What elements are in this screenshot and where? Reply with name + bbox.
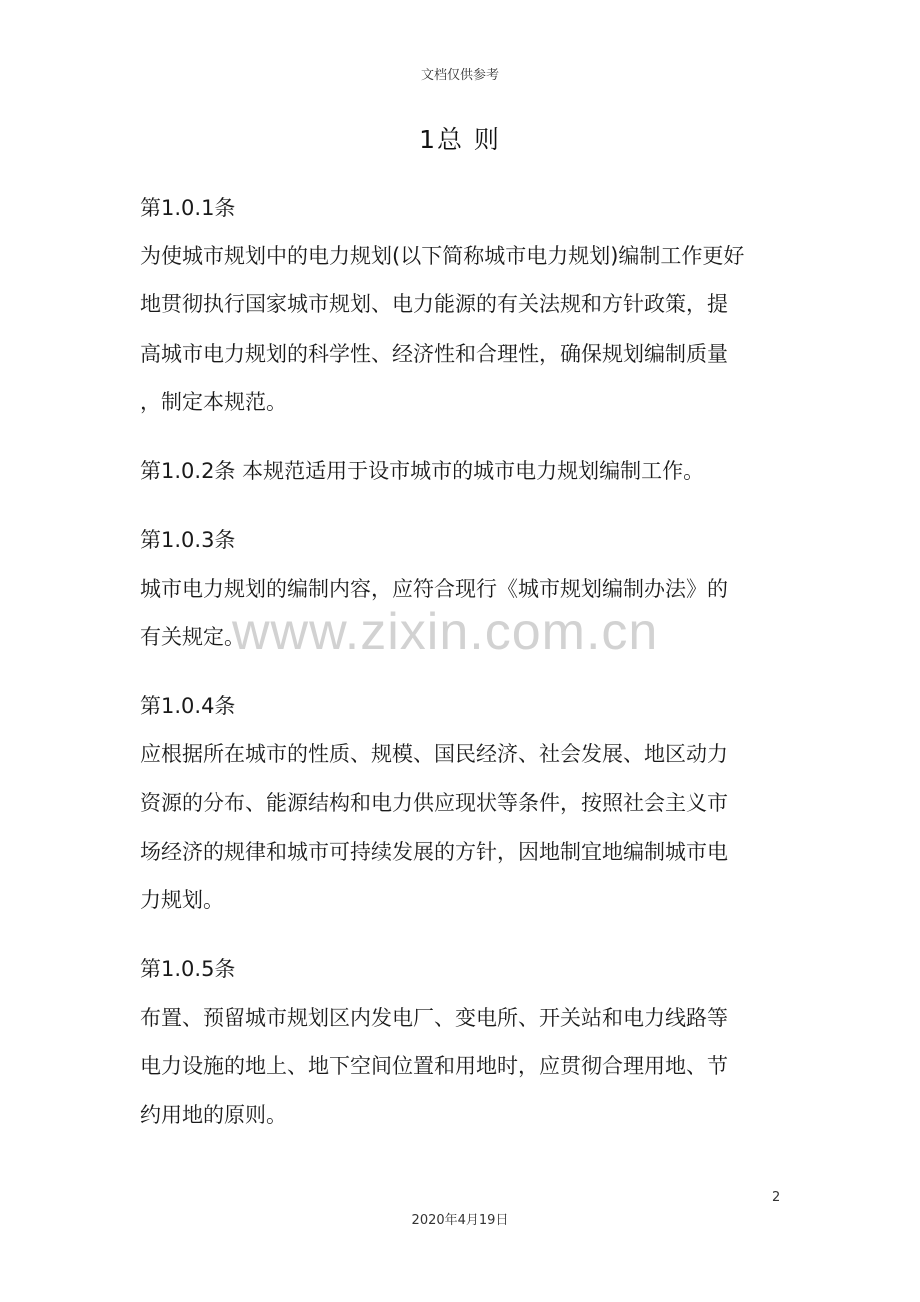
page-number: 2 [772,1190,781,1205]
article-text-line: 城市电力规划的编制内容，应符合现行《城市规划编制办法》的 [140,577,728,601]
footer-date: 2020年4月19日 [411,1213,509,1228]
article-heading-1-0-5: 第1.0.5条 [140,957,236,981]
article-text-line: 场经济的规律和城市可持续发展的方针，因地制宜地编制城市电 [140,840,728,864]
article-text-line: 约用地的原则。 [140,1103,287,1127]
article-text-line: 力规划。 [140,888,224,912]
article-heading-1-0-1: 第1.0.1条 [140,196,236,220]
article-text-line: 资源的分布、能源结构和电力供应现状等条件，按照社会主义市 [140,791,728,815]
page-title: 1总 则 [419,125,501,154]
article-text-line: 有关规定。 [140,625,245,649]
article-text-line: 应根据所在城市的性质、规模、国民经济、社会发展、地区动力 [140,742,728,766]
article-heading-1-0-4: 第1.0.4条 [140,694,236,718]
article-text-line: 高城市电力规划的科学性、经济性和合理性，确保规划编制质量 [140,342,728,366]
watermark: www.zixin.com.cn [232,603,659,661]
article-text-line: ，制定本规范。 [140,390,287,414]
article-text-line: 地贯彻执行国家城市规划、电力能源的有关法规和方针政策，提 [140,292,728,316]
article-heading-1-0-3: 第1.0.3条 [140,528,236,552]
article-text-line: 电力设施的地上、地下空间位置和用地时，应贯彻合理用地、节 [140,1054,728,1078]
header-note: 文档仅供参考 [420,68,499,83]
article-text-line: 布置、预留城市规划区内发电厂、变电所、开关站和电力线路等 [140,1006,728,1030]
article-1-0-2: 第1.0.2条 本规范适用于设市城市的城市电力规划编制工作。 [140,459,705,483]
article-text-line: 为使城市规划中的电力规划(以下简称城市电力规划)编制工作更好 [140,244,745,268]
